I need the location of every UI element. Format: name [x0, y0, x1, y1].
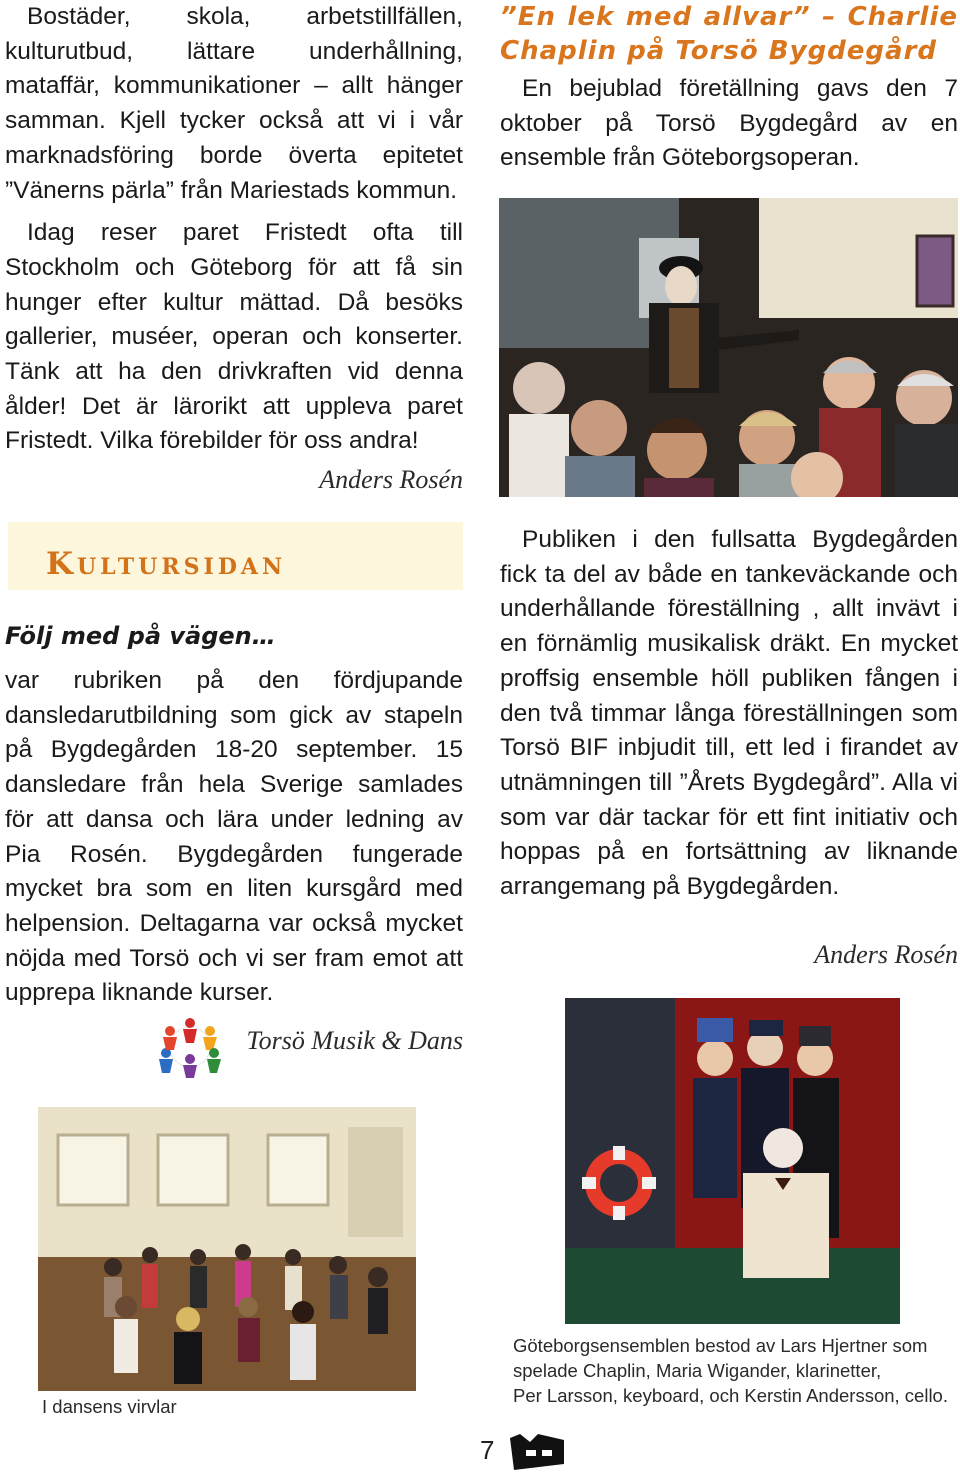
- torso-musik-dans-logo: [150, 1015, 230, 1079]
- ensemble-caption-line-1: Göteborgsensemblen bestod av Lars Hjertner som: [513, 1335, 928, 1356]
- dance-text: [5, 664, 463, 1011]
- kultursidan-title: Kultursidan: [46, 546, 287, 582]
- chaplin-audience-photo: [499, 198, 958, 497]
- dance-photo: [38, 1107, 416, 1391]
- kultursidan-banner: [8, 522, 463, 590]
- article-lead: [500, 72, 958, 176]
- dance-photo-caption: I dansens virvlar: [42, 1396, 177, 1417]
- ensemble-caption: [513, 1333, 953, 1408]
- ensemble-caption-line-2: spelade Chaplin, Maria Wigander, klarinetter,: [513, 1360, 882, 1381]
- article-title: ”En lek med allvar” – Charlie Chaplin på Torsö Bygdegård: [500, 2, 958, 66]
- ensemble-photo: [565, 998, 900, 1324]
- article-body: [500, 523, 958, 905]
- page-footer-logo: [508, 1432, 566, 1472]
- article-signature: Anders Rosén: [814, 940, 958, 969]
- ensemble-caption-line-3: Per Larsson, keyboard, och Kerstin Andersson, cello.: [513, 1385, 948, 1406]
- intro-paragraph-2: Idag reser paret Fristedt ofta till Stockholm och Göteborg för att få sin hunger efter kultur mättad. Då besöks gallerier, muséer, operan och konserter. Tänk att ha den drivkraften vid denna ålder! Det är lärorikt att uppleva paret Fristedt. Vilka förebilder för oss andra!: [5, 219, 463, 455]
- article-lead-text: En bejublad företällning gavs den 7 oktober på Torsö Bygdegård av en ensemble från Göteborgsoperan.: [500, 75, 958, 172]
- dance-heading: Följ med på vägen…: [5, 622, 276, 650]
- intro-text: [5, 0, 463, 459]
- intro-signature: Anders Rosén: [319, 465, 463, 494]
- dance-paragraph: var rubriken på den fördjupande dansledarutbildning som gick av stapeln på Bygdegården 18-20 september. 15 dansledare från hela Sverige samlades för att dansa och lära under ledning av Pia Rosén. Bygdegården fungerade mycket bra som en liten kursgård med helpension. Deltagarna var också mycket nöjda med Torsö och vi ser fram emot att upprepa liknande kurser.: [5, 667, 463, 1007]
- intro-paragraph-1: Bostäder, skola, arbetstillfällen, kulturutbud, lättare underhållning, mataffär, kommunikationer – allt hänger samman. Kjell tycker också att vi i vår marknadsföring borde överta epitetet ”Vänerns pärla” från Mariestads kommun.: [5, 3, 463, 204]
- article-paragraph: Publiken i den fullsatta Bygdegården fick ta del av både en tankeväckande och underhållande föreställning , allt invävt i en förnämlig musikalisk dräkt. En mycket proffsig ensemble höll publiken fången i den två timmar långa föreställningen som Torsö BIF inbjudit till, ett led i firandet av utnämningen till ”Årets Bygdegård”. Alla vi som var där tackar för ett fint initiativ och hoppas på en fortsättning av liknande arrangemang på Bygdegården.: [500, 526, 958, 901]
- page-number: 7: [480, 1435, 495, 1465]
- dance-signature: Torsö Musik & Dans: [246, 1026, 463, 1055]
